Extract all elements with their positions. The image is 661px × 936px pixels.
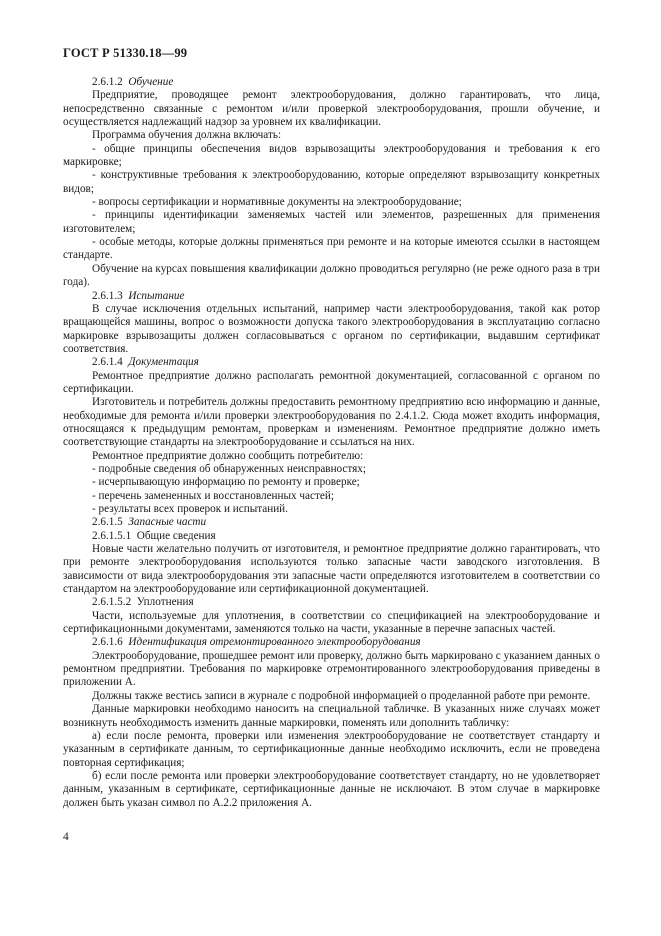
paragraph: Должны также вестись записи в журнале с подробной информацией о проделанной работе при ремонте.	[92, 689, 591, 702]
paragraph: Части, используемые для уплотнения, в соответствии со спецификацией на электрооборудование и сертификационными документами, заменяются только на части, указанные в перечне запасных частей.	[63, 609, 600, 636]
section-number: 2.6.1.5	[92, 516, 123, 529]
section-title: Уплотнения	[136, 596, 194, 609]
paragraph: - особые методы, которые должны применяться при ремонте и на которые имеются ссылки в настоящем стандарте.	[63, 236, 600, 262]
paragraph: Данные маркировки необходимо наносить на специальной табличке. В указанных ниже случаях может возникнуть необходимость изменить данные маркировки, поменять или дополнить табличку:	[63, 703, 600, 729]
section-number: 2.6.1.5.1	[92, 529, 132, 542]
paragraph: Обучение на курсах повышения квалификации должно проводиться регулярно (не реже одного раза в три года).	[63, 262, 600, 289]
paragraph: Электрооборудование, прошедшее ремонт или проверку, должно быть маркировано с указанием данных о ремонтном предприятии. Требования по маркировке отремонтированного электрооборудования приведены в приложении А.	[63, 649, 600, 689]
paragraph: Изготовитель и потребитель должны предоставить ремонтному предприятию всю информацию и данные, необходимые для ремонта и/или проверки электрооборудования по 2.4.1.2. Сюда может входить информация, относящаяся к предыдущим ремонтам, проверкам и изменениям. Ремонтное предприятие должно иметь соответствующие стандарты на электрооборудование и ссылаться на них.	[63, 396, 600, 449]
section-number: 2.6.1.2	[92, 76, 123, 88]
paragraph: б) если после ремонта или проверки электрооборудование соответствует стандарту, но не удовлетворяет данным, указанным в сертификате, сертификационные данные не исключают. В этом случае в маркировке должен быть указан символ по А.2.2 приложения А.	[63, 769, 600, 809]
paragraph: - перечень замененных и восстановленных частей;	[92, 489, 334, 502]
section-title: Запасные части	[128, 516, 207, 529]
section-heading	[63, 76, 600, 89]
section-number: 2.6.1.5.2	[92, 596, 132, 609]
section-heading	[63, 356, 600, 369]
paragraph: - подробные сведения об обнаруженных неисправностях;	[92, 462, 366, 475]
section-number: 2.6.1.6	[92, 636, 123, 649]
paragraph: Программа обучения должна включать:	[92, 129, 282, 142]
section-title: Испытание	[128, 289, 185, 302]
paragraph: Ремонтное предприятие должно располагать ремонтной документацией, согласованной с органом по сертификации.	[63, 369, 600, 395]
paragraph: - общие принципы обеспечения видов взрывозащиты электрооборудования и требования к его маркировке;	[63, 142, 600, 169]
section-title: Обучение	[128, 76, 174, 88]
paragraph: - результаты всех проверок и испытаний.	[92, 503, 288, 515]
paragraph: Новые части желательно получить от изготовителя, и ремонтное предприятие должно гарантировать, что при ремонте электрооборудования используются только запасные части заводского изготовления. В зависимости от вида электрооборудования эти запасные части определяются изготовителем в соответствии со стандартом на электрооборудование или сертификационной документацией.	[63, 543, 600, 596]
section-title: Документация	[128, 356, 199, 369]
section-title: Общие сведения	[136, 529, 216, 542]
paragraph: - вопросы сертификации и нормативные документы на электрооборудование;	[92, 196, 462, 209]
paragraph: В случае исключения отдельных испытаний, например части электрооборудования, такой как ротор вращающейся машины, вопрос о возможности допуска такого электрооборудования в эксплуатацию согласно маркировке взрывозащиты должен согласовываться с органом по сертификации, выдавшим сертификат соответствия.	[63, 302, 600, 355]
paragraph: - конструктивные требования к электрооборудованию, которые определяют взрывозащиту конкретных видов;	[63, 169, 600, 195]
section-heading	[63, 290, 600, 303]
paragraph: - принципы идентификации заменяемых частей или элементов, разрешенных для применения изготовителем;	[63, 209, 600, 235]
section-title: Идентификация отремонтированного электрооборудования	[128, 636, 421, 649]
document-body	[63, 76, 600, 810]
paragraph: - исчерпывающую информацию по ремонту и проверке;	[92, 476, 360, 489]
section-heading	[63, 516, 600, 529]
paragraph: Предприятие, проводящее ремонт электрооборудования, должно гарантировать, что лица, непосредственно связанные с ремонтом и/или проверкой электрооборудования, прошли обучение, и осуществляется надлежащий надзор за уровнем их квалификации.	[63, 89, 600, 129]
section-heading	[63, 530, 600, 543]
section-number: 2.6.1.3	[92, 289, 123, 302]
section-heading	[63, 596, 600, 609]
section-number: 2.6.1.4	[92, 356, 123, 369]
document-code-header: ГОСТ Р 51330.18—99	[63, 46, 188, 60]
paragraph: а) если после ремонта, проверки или изменения электрооборудование не соответствует стандарту и указанным в сертификате данным, то сертификационные данные необходимо исключить, если не проведена повторная сертификация;	[63, 729, 600, 769]
section-heading	[63, 636, 600, 649]
page-number: 4	[63, 831, 69, 843]
paragraph: Ремонтное предприятие должно сообщить потребителю:	[92, 449, 364, 462]
